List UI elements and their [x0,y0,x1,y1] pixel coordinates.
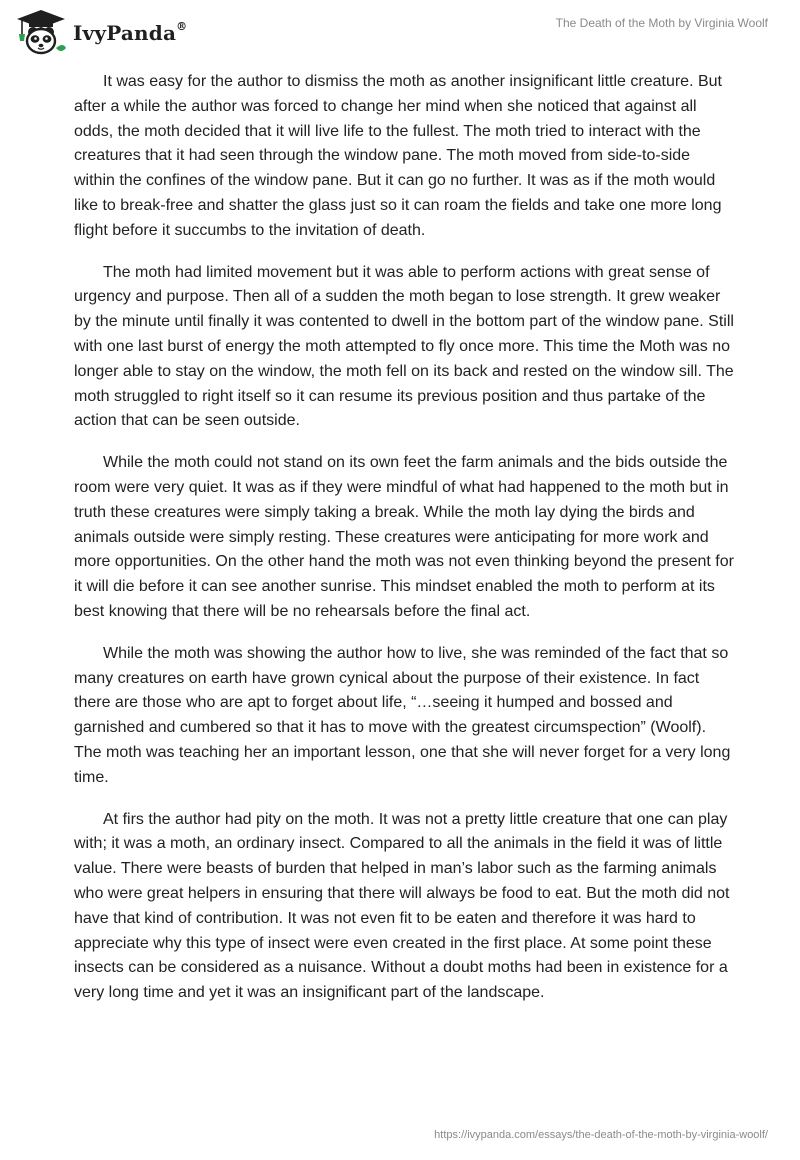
ivypanda-logo[interactable] [13,8,187,56]
essay-body [74,70,734,1023]
source-url[interactable]: https://ivypanda.com/essays/the-death-of-the-moth-by-virginia-woolf/ [434,1129,768,1141]
essay-paragraph: While the moth was showing the author how to live, she was reminded of the fact that so many creatures on earth have grown cynical about the purpose of their existence. In fact there are those who are apt to forget about life, “…seeing it humped and bossed and garnished and cumbered so that it has to move with the greatest circumspection” (Woolf). The moth was teaching her an important lesson, one that she will never forget for a very long time. [74,644,731,786]
essay-paragraph: While the moth could not stand on its own feet the farm animals and the bids outside the room were very quiet. It was as if they were mindful of what had happened to the moth but in truth these creatures were simply taking a break. While the moth lay dying the birds and animals outside were simply resting. These creatures were anticipating for more work and more opportunities. On the other hand the moth was not even thinking beyond the present for it will die before it can see another sunrise. This mindset enabled the moth to perform at its best knowing that there will be no rehearsals before the final act. [74,454,734,620]
page-header [0,0,800,60]
registered-mark: ® [176,20,188,34]
brand-name: IvyPanda® [73,20,188,45]
document-title: The Death of the Moth by Virginia Woolf [555,16,768,30]
essay-paragraph: It was easy for the author to dismiss the moth as another insignificant little creature. But after a while the author was forced to change her mind when she noticed that against all odds, the moth decided that it will live life to the fullest. The moth tried to interact with the creatures that it had seen through the window pane. The moth moved from side-to-side within the confines of the window pane. But it can go no further. It was as if the moth would like to break-free and shatter the glass just so it can roam the fields and take one more long flight before it succumbs to the invitation of death. [74,73,722,239]
essay-paragraph: The moth had limited movement but it was able to perform actions with great sense of urgency and purpose. Then all of a sudden the moth began to lose strength. It grew weaker by the minute until finally it was contented to dwell in the bottom part of the window pane. Still with one last burst of energy the moth attempted to fly once more. This time the Moth was no longer able to stay on the window, the moth fell on its back and rested on the window sill. The moth struggled to right itself so it can resume its previous position and thus partake of the action that can be seen outside. [74,263,734,430]
panda-graduation-cap-icon [13,8,69,56]
essay-paragraph: At firs the author had pity on the moth. It was not a pretty little creature that one can play with; it was a moth, an ordinary insect. Compared to all the animals in the field it was of little value. There were beasts of burden that helped in man’s labor such as the farming animals who were great helpers in ensuring that there will always be food to eat. But the moth did not have that kind of contribution. It was not even fit to be eaten and therefore it was hard to appreciate why this type of insect were even created in the first place. At some point these insects can be considered as a nuisance. Without a doubt moths had been in existence for a very long time and yet it was an insignificant part of the landscape. [74,810,730,1002]
